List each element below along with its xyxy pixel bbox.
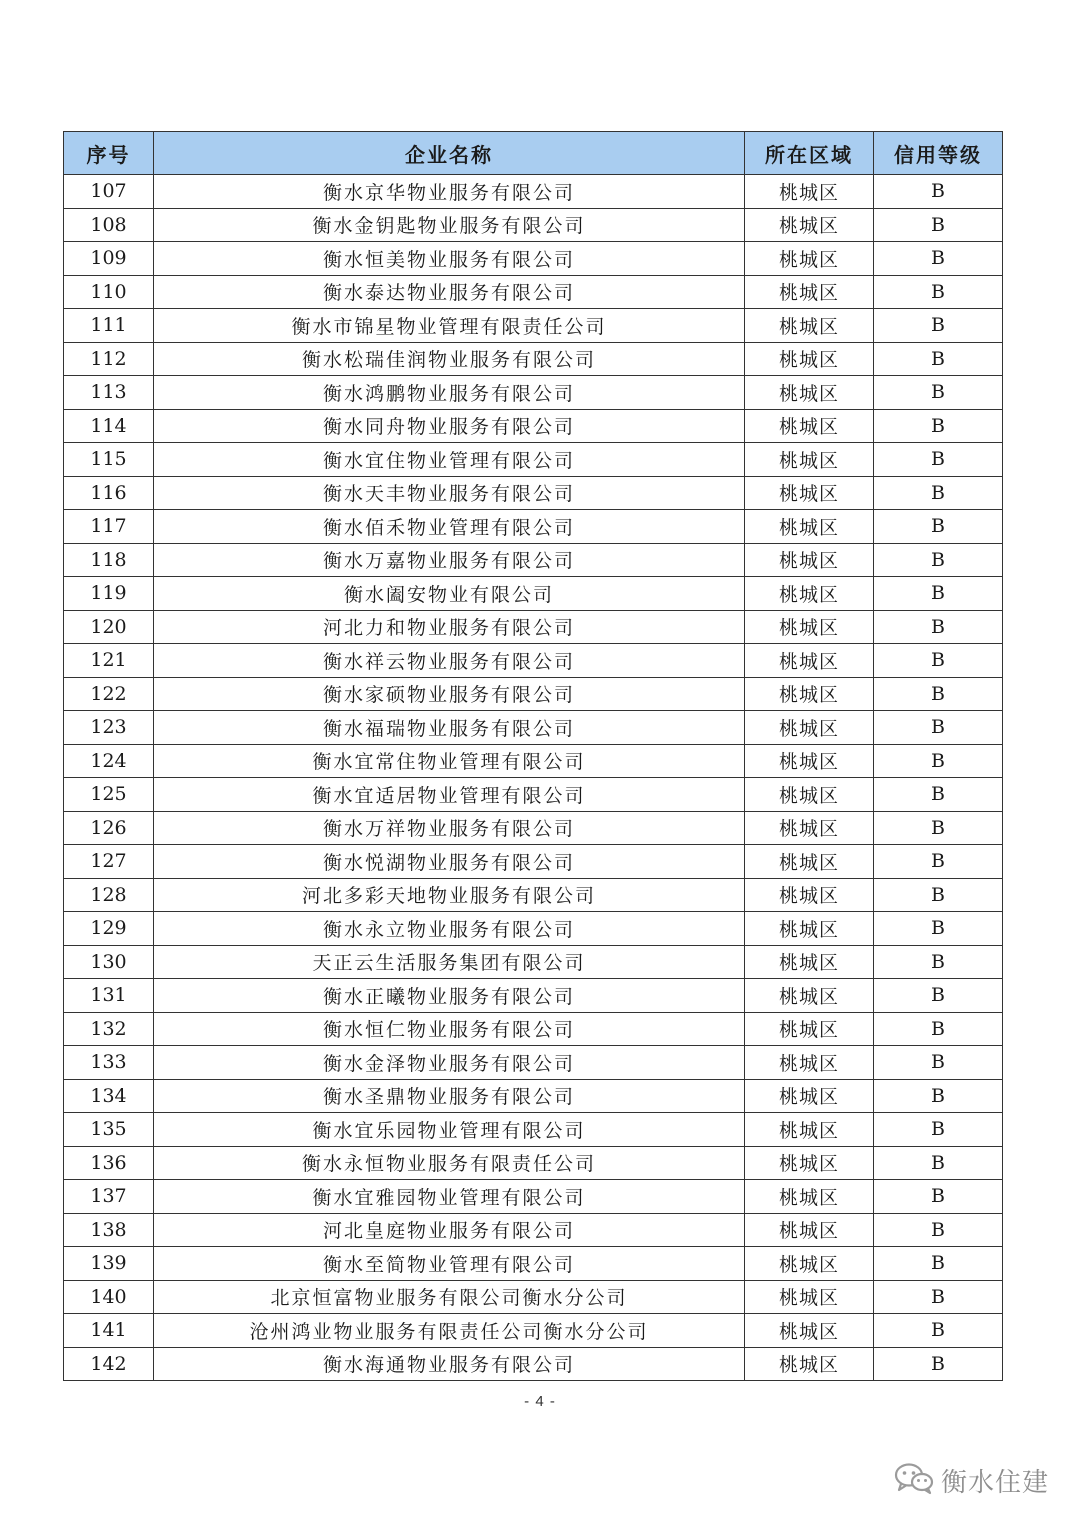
- company-name-cell: 衡水同舟物业服务有限公司: [154, 409, 745, 443]
- grade-cell: B: [874, 610, 1003, 644]
- table-row: [64, 1213, 1003, 1247]
- grade-cell: B: [874, 1180, 1003, 1214]
- header-seq: 序号: [64, 132, 154, 175]
- seq-cell: 115: [64, 443, 154, 477]
- company-name-cell: 衡水宜适居物业管理有限公司: [154, 778, 745, 812]
- grade-cell: B: [874, 476, 1003, 510]
- grade-cell: B: [874, 443, 1003, 477]
- grade-cell: B: [874, 1314, 1003, 1348]
- grade-cell: B: [874, 577, 1003, 611]
- area-cell: 桃城区: [745, 242, 874, 276]
- company-name-cell: 衡水永立物业服务有限公司: [154, 912, 745, 946]
- header-company-name: 企业名称: [154, 132, 745, 175]
- grade-cell: B: [874, 1046, 1003, 1080]
- seq-cell: 113: [64, 376, 154, 410]
- table-row: [64, 1314, 1003, 1348]
- area-cell: 桃城区: [745, 979, 874, 1013]
- grade-cell: B: [874, 744, 1003, 778]
- table-row: [64, 878, 1003, 912]
- area-cell: 桃城区: [745, 342, 874, 376]
- table-row: [64, 979, 1003, 1013]
- area-cell: 桃城区: [745, 275, 874, 309]
- table-row: [64, 242, 1003, 276]
- grade-cell: B: [874, 208, 1003, 242]
- table-row: [64, 409, 1003, 443]
- company-name-cell: 衡水宜住物业管理有限公司: [154, 443, 745, 477]
- grade-cell: B: [874, 409, 1003, 443]
- table-row: [64, 342, 1003, 376]
- table-row: [64, 577, 1003, 611]
- grade-cell: B: [874, 811, 1003, 845]
- area-cell: 桃城区: [745, 677, 874, 711]
- area-cell: 桃城区: [745, 1180, 874, 1214]
- seq-cell: 119: [64, 577, 154, 611]
- seq-cell: 121: [64, 644, 154, 678]
- company-name-cell: 沧州鸿业物业服务有限责任公司衡水分公司: [154, 1314, 745, 1348]
- company-name-cell: 衡水福瑞物业服务有限公司: [154, 711, 745, 745]
- watermark-text: 衡水住建: [941, 1467, 1050, 1498]
- area-cell: 桃城区: [745, 208, 874, 242]
- seq-cell: 129: [64, 912, 154, 946]
- grade-cell: B: [874, 1280, 1003, 1314]
- seq-cell: 126: [64, 811, 154, 845]
- grade-cell: B: [874, 845, 1003, 879]
- table-row: [64, 778, 1003, 812]
- grade-cell: B: [874, 1113, 1003, 1147]
- grade-cell: B: [874, 1247, 1003, 1281]
- area-cell: 桃城区: [745, 644, 874, 678]
- seq-cell: 127: [64, 845, 154, 879]
- company-name-cell: 衡水至简物业管理有限公司: [154, 1247, 745, 1281]
- table-body: [64, 175, 1003, 1381]
- grade-cell: B: [874, 878, 1003, 912]
- table-row: [64, 1347, 1003, 1381]
- area-cell: 桃城区: [745, 1213, 874, 1247]
- table-row: [64, 1079, 1003, 1113]
- area-cell: 桃城区: [745, 1113, 874, 1147]
- seq-cell: 107: [64, 175, 154, 209]
- grade-cell: B: [874, 510, 1003, 544]
- table-row: [64, 1012, 1003, 1046]
- seq-cell: 109: [64, 242, 154, 276]
- grade-cell: B: [874, 175, 1003, 209]
- seq-cell: 125: [64, 778, 154, 812]
- grade-cell: B: [874, 1079, 1003, 1113]
- company-name-cell: 河北皇庭物业服务有限公司: [154, 1213, 745, 1247]
- seq-cell: 120: [64, 610, 154, 644]
- credit-rating-table: [63, 131, 1003, 1381]
- area-cell: 桃城区: [745, 476, 874, 510]
- company-name-cell: 北京恒富物业服务有限公司衡水分公司: [154, 1280, 745, 1314]
- company-name-cell: 衡水恒仁物业服务有限公司: [154, 1012, 745, 1046]
- table-row: [64, 744, 1003, 778]
- seq-cell: 108: [64, 208, 154, 242]
- area-cell: 桃城区: [745, 610, 874, 644]
- table-row: [64, 376, 1003, 410]
- company-name-cell: 衡水万嘉物业服务有限公司: [154, 543, 745, 577]
- area-cell: 桃城区: [745, 1247, 874, 1281]
- table-row: [64, 644, 1003, 678]
- grade-cell: B: [874, 644, 1003, 678]
- seq-cell: 123: [64, 711, 154, 745]
- company-name-cell: 衡水宜乐园物业管理有限公司: [154, 1113, 745, 1147]
- company-name-cell: 衡水京华物业服务有限公司: [154, 175, 745, 209]
- table-row: [64, 275, 1003, 309]
- table-row: [64, 443, 1003, 477]
- grade-cell: B: [874, 342, 1003, 376]
- grade-cell: B: [874, 376, 1003, 410]
- company-name-cell: 河北力和物业服务有限公司: [154, 610, 745, 644]
- table-row: [64, 208, 1003, 242]
- grade-cell: B: [874, 711, 1003, 745]
- seq-cell: 118: [64, 543, 154, 577]
- area-cell: 桃城区: [745, 543, 874, 577]
- company-name-cell: 衡水松瑞佳润物业服务有限公司: [154, 342, 745, 376]
- seq-cell: 130: [64, 945, 154, 979]
- table-row: [64, 711, 1003, 745]
- watermark: [893, 1460, 1049, 1500]
- area-cell: 桃城区: [745, 1314, 874, 1348]
- area-cell: 桃城区: [745, 744, 874, 778]
- grade-cell: B: [874, 778, 1003, 812]
- table-header: [64, 132, 1003, 175]
- area-cell: 桃城区: [745, 175, 874, 209]
- seq-cell: 139: [64, 1247, 154, 1281]
- grade-cell: B: [874, 677, 1003, 711]
- company-name-cell: 衡水恒美物业服务有限公司: [154, 242, 745, 276]
- area-cell: 桃城区: [745, 845, 874, 879]
- grade-cell: B: [874, 1012, 1003, 1046]
- company-name-cell: 衡水永恒物业服务有限责任公司: [154, 1146, 745, 1180]
- seq-cell: 116: [64, 476, 154, 510]
- area-cell: 桃城区: [745, 510, 874, 544]
- grade-cell: B: [874, 309, 1003, 343]
- seq-cell: 132: [64, 1012, 154, 1046]
- grade-cell: B: [874, 1347, 1003, 1381]
- company-name-cell: 衡水宜常住物业管理有限公司: [154, 744, 745, 778]
- table-row: [64, 476, 1003, 510]
- area-cell: 桃城区: [745, 577, 874, 611]
- area-cell: 桃城区: [745, 1347, 874, 1381]
- grade-cell: B: [874, 275, 1003, 309]
- grade-cell: B: [874, 543, 1003, 577]
- grade-cell: B: [874, 945, 1003, 979]
- area-cell: 桃城区: [745, 1079, 874, 1113]
- table-row: [64, 175, 1003, 209]
- wechat-icon: [893, 1461, 935, 1499]
- header-row: [64, 132, 1003, 175]
- area-cell: 桃城区: [745, 409, 874, 443]
- company-name-cell: 衡水悦湖物业服务有限公司: [154, 845, 745, 879]
- table-row: [64, 912, 1003, 946]
- seq-cell: 141: [64, 1314, 154, 1348]
- seq-cell: 135: [64, 1113, 154, 1147]
- area-cell: 桃城区: [745, 376, 874, 410]
- table-row: [64, 845, 1003, 879]
- area-cell: 桃城区: [745, 878, 874, 912]
- table-row: [64, 510, 1003, 544]
- table-row: [64, 309, 1003, 343]
- seq-cell: 137: [64, 1180, 154, 1214]
- grade-cell: B: [874, 242, 1003, 276]
- area-cell: 桃城区: [745, 443, 874, 477]
- company-name-cell: 衡水金钥匙物业服务有限公司: [154, 208, 745, 242]
- table-row: [64, 945, 1003, 979]
- table-row: [64, 1280, 1003, 1314]
- seq-cell: 140: [64, 1280, 154, 1314]
- page-number: - 4 -: [524, 1393, 556, 1410]
- seq-cell: 112: [64, 342, 154, 376]
- company-name-cell: 天正云生活服务集团有限公司: [154, 945, 745, 979]
- area-cell: 桃城区: [745, 778, 874, 812]
- seq-cell: 117: [64, 510, 154, 544]
- header-area: 所在区域: [745, 132, 874, 175]
- area-cell: 桃城区: [745, 1046, 874, 1080]
- company-name-cell: 衡水宜雅园物业管理有限公司: [154, 1180, 745, 1214]
- area-cell: 桃城区: [745, 811, 874, 845]
- table-row: [64, 610, 1003, 644]
- area-cell: 桃城区: [745, 1280, 874, 1314]
- company-name-cell: 衡水正曦物业服务有限公司: [154, 979, 745, 1013]
- table-row: [64, 1113, 1003, 1147]
- company-name-cell: 衡水鸿鹏物业服务有限公司: [154, 376, 745, 410]
- seq-cell: 133: [64, 1046, 154, 1080]
- company-name-cell: 河北多彩天地物业服务有限公司: [154, 878, 745, 912]
- grade-cell: B: [874, 979, 1003, 1013]
- table-row: [64, 811, 1003, 845]
- table-row: [64, 543, 1003, 577]
- seq-cell: 122: [64, 677, 154, 711]
- seq-cell: 131: [64, 979, 154, 1013]
- seq-cell: 138: [64, 1213, 154, 1247]
- area-cell: 桃城区: [745, 1146, 874, 1180]
- company-name-cell: 衡水泰达物业服务有限公司: [154, 275, 745, 309]
- seq-cell: 134: [64, 1079, 154, 1113]
- company-name-cell: 衡水市锦星物业管理有限责任公司: [154, 309, 745, 343]
- company-name-cell: 衡水家硕物业服务有限公司: [154, 677, 745, 711]
- company-name-cell: 衡水海通物业服务有限公司: [154, 1347, 745, 1381]
- seq-cell: 142: [64, 1347, 154, 1381]
- seq-cell: 111: [64, 309, 154, 343]
- area-cell: 桃城区: [745, 945, 874, 979]
- area-cell: 桃城区: [745, 711, 874, 745]
- header-credit-grade: 信用等级: [874, 132, 1003, 175]
- company-name-cell: 衡水祥云物业服务有限公司: [154, 644, 745, 678]
- table-row: [64, 677, 1003, 711]
- grade-cell: B: [874, 912, 1003, 946]
- table-row: [64, 1247, 1003, 1281]
- company-name-cell: 衡水佰禾物业管理有限公司: [154, 510, 745, 544]
- area-cell: 桃城区: [745, 912, 874, 946]
- table-row: [64, 1046, 1003, 1080]
- company-name-cell: 衡水圣鼎物业服务有限公司: [154, 1079, 745, 1113]
- seq-cell: 128: [64, 878, 154, 912]
- grade-cell: B: [874, 1213, 1003, 1247]
- grade-cell: B: [874, 1146, 1003, 1180]
- company-name-cell: 衡水万祥物业服务有限公司: [154, 811, 745, 845]
- company-name-cell: 衡水阖安物业有限公司: [154, 577, 745, 611]
- area-cell: 桃城区: [745, 1012, 874, 1046]
- company-name-cell: 衡水金泽物业服务有限公司: [154, 1046, 745, 1080]
- seq-cell: 114: [64, 409, 154, 443]
- seq-cell: 110: [64, 275, 154, 309]
- company-name-cell: 衡水天丰物业服务有限公司: [154, 476, 745, 510]
- area-cell: 桃城区: [745, 309, 874, 343]
- table-row: [64, 1180, 1003, 1214]
- seq-cell: 136: [64, 1146, 154, 1180]
- seq-cell: 124: [64, 744, 154, 778]
- table-row: [64, 1146, 1003, 1180]
